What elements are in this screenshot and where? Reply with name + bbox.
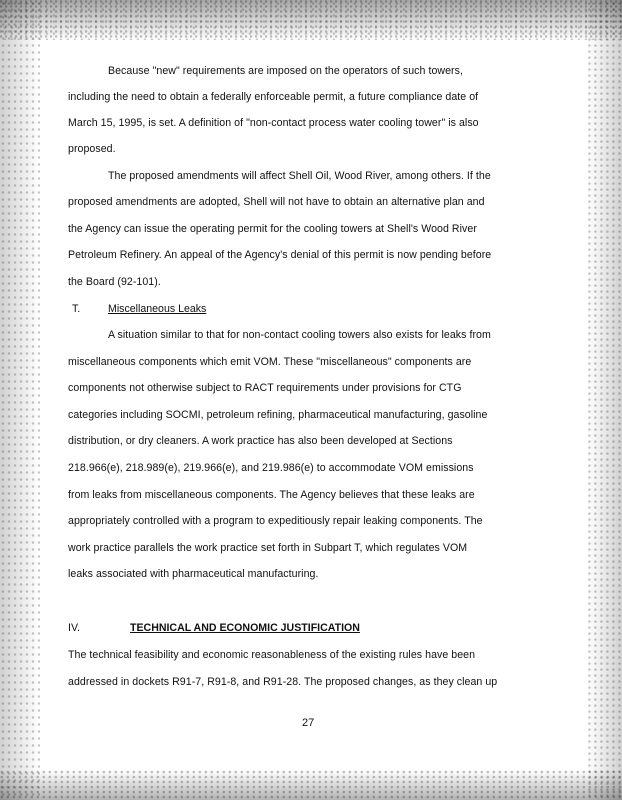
para2-line-2: proposed amendments are adopted, Shell will not have to obtain an alternative plan and xyxy=(68,196,485,208)
para3-line-1: A situation similar to that for non-contact cooling towers also exists for leaks from xyxy=(108,329,491,341)
para3-line-7: from leaks from miscellaneous components. The Agency believes that these leaks are xyxy=(68,489,475,501)
para1-line-4: proposed. xyxy=(68,143,116,155)
para3-line-3: components not otherwise subject to RACT requirements under provisions for CTG xyxy=(68,382,462,394)
para3-line-2: miscellaneous components which emit VOM. These "miscellaneous" components are xyxy=(68,356,472,368)
para4-line-2: addressed in dockets R91-7, R91-8, and R91-28. The proposed changes, as they clean up xyxy=(68,676,498,688)
section-iv-numeral: IV. xyxy=(68,622,80,634)
para1-line-2: including the need to obtain a federally enforceable permit, a future compliance date of xyxy=(68,91,479,103)
scan-noise-left xyxy=(0,0,40,800)
scan-noise-bottom xyxy=(0,770,622,800)
para3-line-10: leaks associated with pharmaceutical manufacturing. xyxy=(68,568,319,580)
para1-line-1: Because "new" requirements are imposed on the operators of such towers, xyxy=(108,65,463,77)
para4-line-1: The technical feasibility and economic reasonableness of the existing rules have been xyxy=(68,649,476,661)
scan-noise-top xyxy=(0,0,622,40)
para3-line-6: 218.966(e), 218.989(e), 219.966(e), and 219.986(e) to accommodate VOM emissions xyxy=(68,462,474,474)
para3-line-4: categories including SOCMI, petroleum refining, pharmaceutical manufacturing, gasoline xyxy=(68,409,488,421)
scan-noise-right xyxy=(587,0,622,800)
section-t-letter: T. xyxy=(72,303,81,315)
para3-line-5: distribution, or dry cleaners. A work practice has also been developed at Sections xyxy=(68,435,453,447)
para3-line-8: appropriately controlled with a program to expeditiously repair leaking components. The xyxy=(68,515,483,527)
section-iv-title: TECHNICAL AND ECONOMIC JUSTIFICATION xyxy=(130,622,360,634)
para2-line-4: Petroleum Refinery. An appeal of the Agency's denial of this permit is now pending before xyxy=(68,249,492,261)
para2-line-3: the Agency can issue the operating permit for the cooling towers at Shell's Wood River xyxy=(68,223,477,235)
para1-line-3: March 15, 1995, is set. A definition of "non-contact process water cooling tower" is also xyxy=(68,117,479,129)
para3-line-9: work practice parallels the work practice set forth in Subpart T, which regulates VOM xyxy=(68,542,468,554)
para2-line-5: the Board (92-101). xyxy=(68,276,161,288)
page-number: 27 xyxy=(302,717,315,729)
para2-line-1: The proposed amendments will affect Shell Oil, Wood River, among others. If the xyxy=(108,170,491,182)
section-t-title: Miscellaneous Leaks xyxy=(108,303,207,315)
